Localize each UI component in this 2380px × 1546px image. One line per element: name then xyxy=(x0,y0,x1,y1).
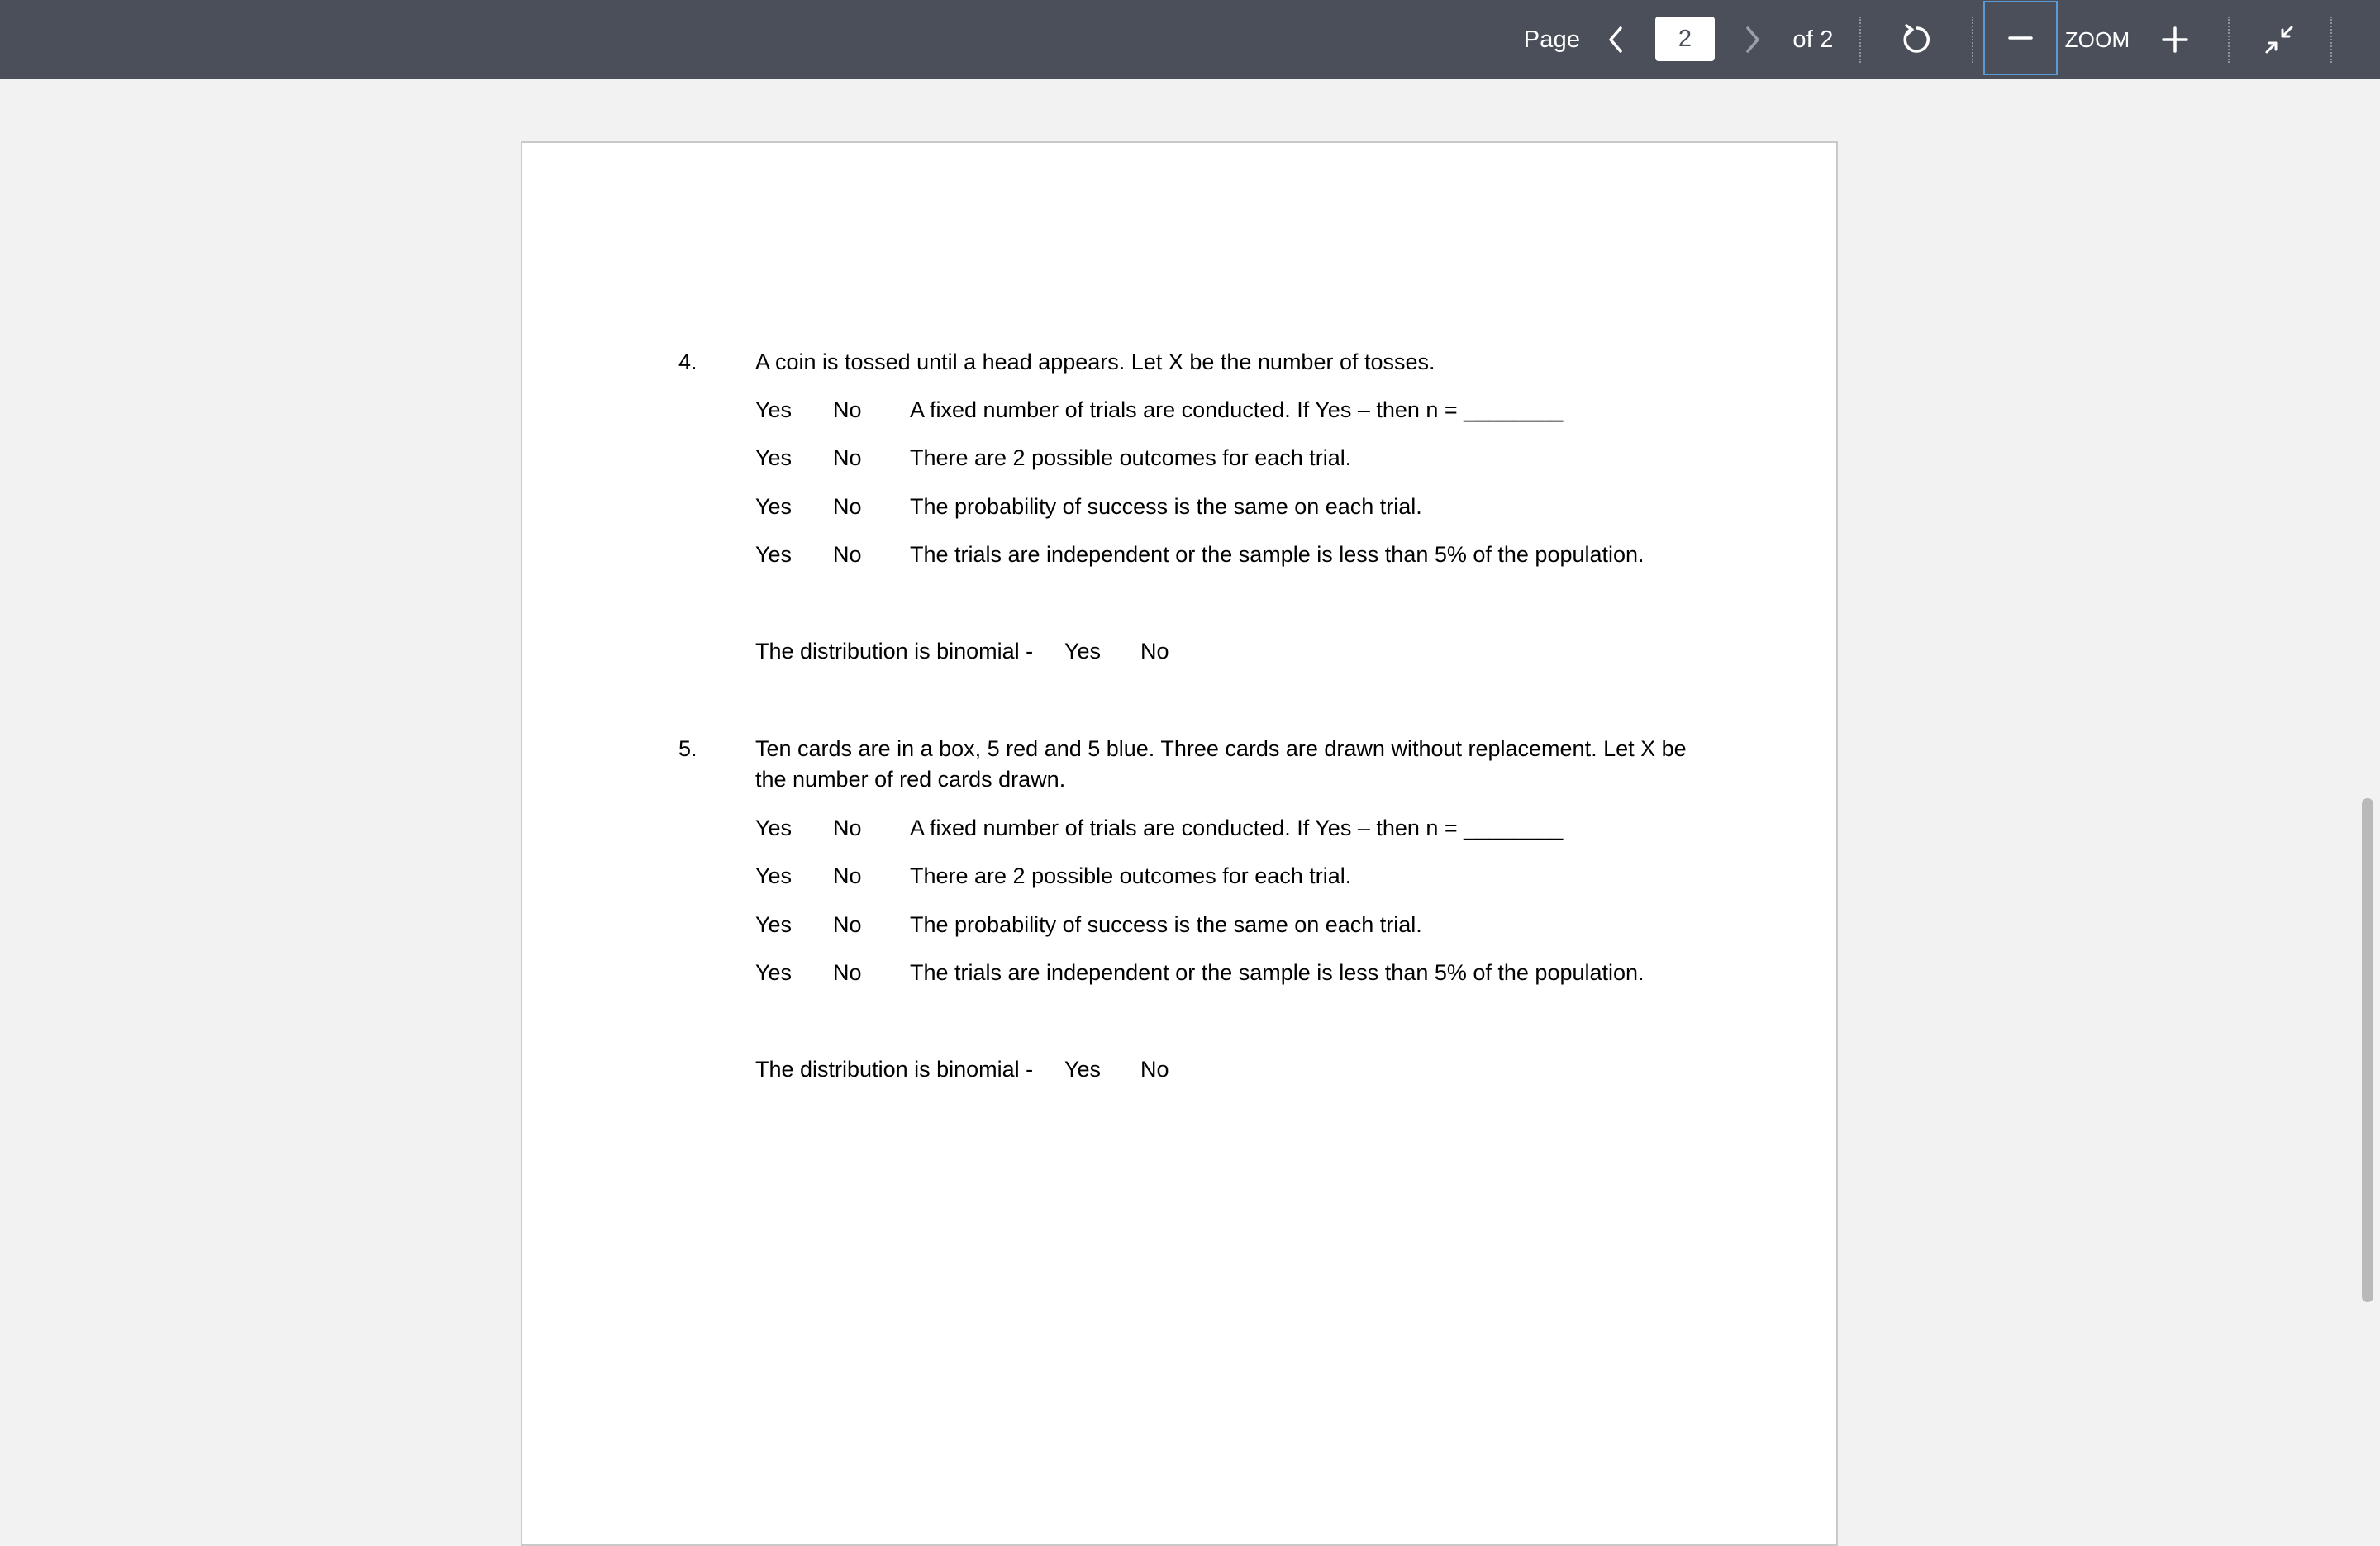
zoom-out-button[interactable] xyxy=(1983,1,2058,75)
criterion-yes: Yes xyxy=(755,960,793,985)
conclusion-text: The distribution is binomial - xyxy=(755,639,1034,664)
plus-icon xyxy=(2161,26,2189,54)
conclusion-no: No xyxy=(1140,639,1169,664)
toolbar-divider xyxy=(2228,17,2230,63)
page-number-input[interactable]: 2 xyxy=(1655,17,1715,61)
criterion-no: No xyxy=(833,445,862,470)
document-content xyxy=(522,143,1836,1544)
criterion-no: No xyxy=(833,863,862,888)
criterion-yes: Yes xyxy=(755,494,793,519)
question-prompt: A coin is tossed until a head appears. Let X be the number of tosses. xyxy=(755,350,1435,374)
question-prompt-continued: the number of red cards drawn. xyxy=(755,767,1066,792)
criterion-yes: Yes xyxy=(755,542,793,567)
criterion-text: The trials are independent or the sample is less than 5% of the population. xyxy=(910,542,1645,567)
criterion-yes: Yes xyxy=(755,816,793,840)
viewer-toolbar xyxy=(0,0,2380,79)
criterion-no: No xyxy=(833,912,862,937)
criterion-yes: Yes xyxy=(755,397,793,422)
exit-fullscreen-button[interactable] xyxy=(2263,0,2296,79)
conclusion-yes: Yes xyxy=(1064,639,1102,664)
criterion-text: The trials are independent or the sample is less than 5% of the population. xyxy=(910,960,1645,985)
conclusion-yes: Yes xyxy=(1064,1057,1102,1082)
rotate-button[interactable] xyxy=(1899,0,1935,79)
previous-page-button[interactable] xyxy=(1603,0,1628,79)
minus-icon xyxy=(2007,25,2034,51)
toolbar-divider xyxy=(1972,17,1973,63)
vertical-scrollbar-thumb[interactable] xyxy=(2362,798,2373,1302)
zoom-in-button[interactable] xyxy=(2160,0,2190,79)
criterion-text: There are 2 possible outcomes for each trial. xyxy=(910,445,1352,470)
next-page-button[interactable] xyxy=(1740,0,1765,79)
criterion-text: The probability of success is the same on each trial. xyxy=(910,494,1422,519)
criterion-text: The probability of success is the same on each trial. xyxy=(910,912,1422,937)
chevron-right-icon xyxy=(1744,26,1762,54)
chevron-left-icon xyxy=(1606,26,1625,54)
criterion-no: No xyxy=(833,542,862,567)
criterion-no: No xyxy=(833,397,862,422)
question-number: 5. xyxy=(678,736,697,761)
criterion-yes: Yes xyxy=(755,863,793,888)
criterion-text: A fixed number of trials are conducted. If Yes – then n = ________ xyxy=(910,816,1564,840)
question-number: 4. xyxy=(678,350,697,374)
question-prompt: Ten cards are in a box, 5 red and 5 blue. Three cards are drawn without replacement. Let X be xyxy=(755,736,1687,761)
criterion-yes: Yes xyxy=(755,912,793,937)
conclusion-no: No xyxy=(1140,1057,1169,1082)
criterion-yes: Yes xyxy=(755,445,793,470)
rotate-icon xyxy=(1900,22,1935,57)
criterion-text: There are 2 possible outcomes for each trial. xyxy=(910,863,1352,888)
page-label: Page xyxy=(1523,26,1581,53)
criterion-no: No xyxy=(833,494,862,519)
total-pages-label: of 2 xyxy=(1792,26,1834,53)
collapse-icon xyxy=(2264,25,2294,55)
criterion-text: A fixed number of trials are conducted. If Yes – then n = ________ xyxy=(910,397,1564,422)
criterion-no: No xyxy=(833,960,862,985)
document-page xyxy=(521,141,1838,1546)
criterion-no: No xyxy=(833,816,862,840)
toolbar-divider xyxy=(1859,17,1861,63)
zoom-label: ZOOM xyxy=(2064,26,2130,52)
conclusion-text: The distribution is binomial - xyxy=(755,1057,1034,1082)
toolbar-divider xyxy=(2330,17,2332,63)
